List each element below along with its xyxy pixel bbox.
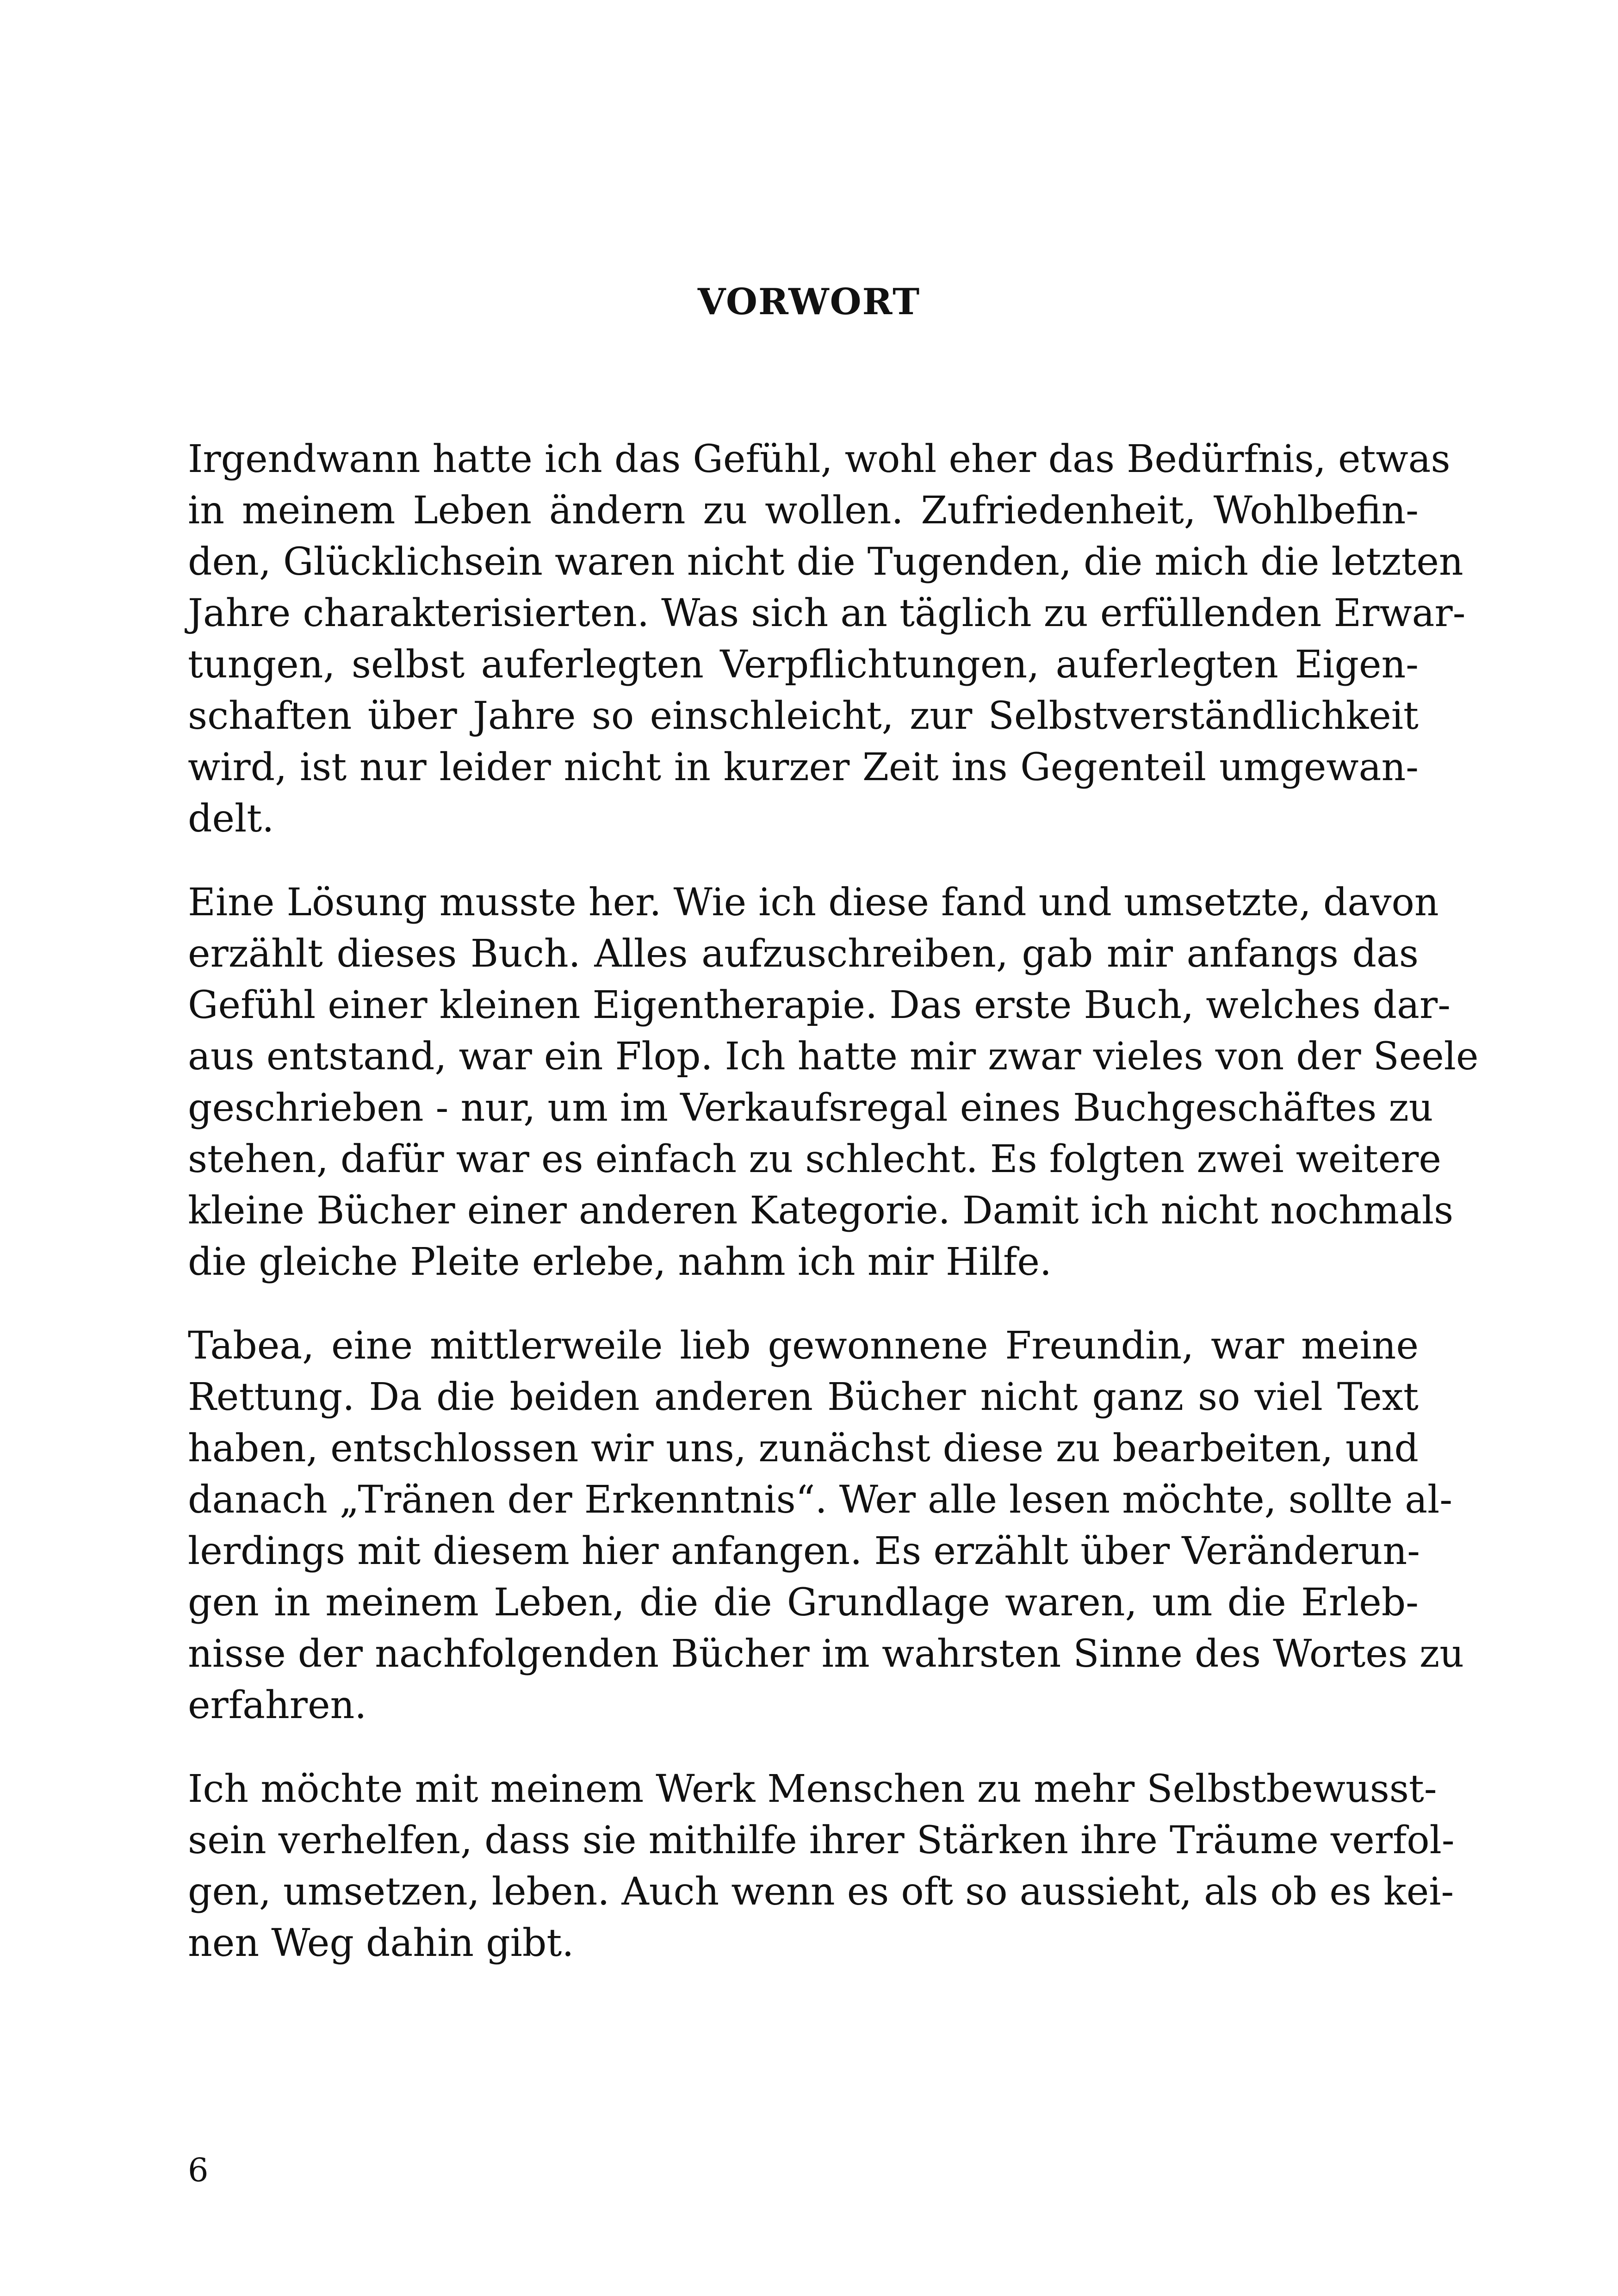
paragraph-3 [188,1320,1464,1731]
text-line: nen Weg dahin gibt. [188,1921,574,1965]
text-line: Jahre charakterisierten. Was sich an täglich zu erfüllenden Erwar- [188,591,1466,635]
text-line: wird, ist nur leider nicht in kurzer Zeit ins Gegenteil umgewan- [188,745,1419,789]
paragraph-4 [188,1763,1455,1969]
text-line: nisse der nachfolgenden Bücher im wahrsten Sinne des Wortes zu [188,1632,1464,1676]
text-line: stehen, dafür war es einfach zu schlecht. Es folgten zwei weitere [188,1137,1441,1181]
text-line: Gefühl einer kleinen Eigentherapie. Das erste Buch, welches dar- [188,983,1451,1027]
text-line: schaften über Jahre so einschleicht, zur Selbstverständlichkeit [188,694,1419,738]
text-line: Irgendwann hatte ich das Gefühl, wohl eher das Bedürfnis, etwas [188,437,1451,481]
paragraph-2 [188,877,1479,1288]
chapter-title: VORWORT [697,281,921,323]
text-line: erzählt dieses Buch. Alles aufzuschreiben, gab mir anfangs das [188,932,1419,976]
text-line: gen, umsetzen, leben. Auch wenn es oft so aussieht, als ob es kei- [188,1870,1454,1914]
text-line: Tabea, eine mittlerweile lieb gewonnene Freundin, war meine [188,1324,1419,1368]
text-line: aus entstand, war ein Flop. Ich hatte mir zwar vieles von der Seele [188,1035,1479,1079]
text-line: Eine Lösung musste her. Wie ich diese fand und umsetzte, davon [188,881,1439,925]
text-line: die gleiche Pleite erlebe, nahm ich mir Hilfe. [188,1240,1052,1284]
text-line: in meinem Leben ändern zu wollen. Zufriedenheit, Wohlbefin- [188,489,1419,533]
page-number: 6 [188,2151,209,2189]
text-line: geschrieben - nur, um im Verkaufsregal eines Buchgeschäftes zu [188,1086,1433,1130]
text-line: erfahren. [188,1683,367,1727]
text-line: den, Glücklichsein waren nicht die Tugenden, die mich die letzten [188,540,1463,584]
text-line: gen in meinem Leben, die die Grundlage waren, um die Erleb- [188,1581,1419,1625]
text-line: delt. [188,797,274,841]
text-line: Rettung. Da die beiden anderen Bücher nicht ganz so viel Text [188,1375,1419,1419]
text-line: danach „Tränen der Erkenntnis“. Wer alle lesen möchte, sollte al- [188,1478,1453,1522]
text-line: lerdings mit diesem hier anfangen. Es erzählt über Veränderun- [188,1529,1420,1573]
text-line: tungen, selbst auferlegten Verpflichtungen, auferlegten Eigen- [188,643,1419,687]
paragraph-1 [188,434,1466,844]
text-line: sein verhelfen, dass sie mithilfe ihrer Stärken ihre Träume verfol- [188,1818,1455,1862]
text-line: kleine Bücher einer anderen Kategorie. Damit ich nicht nochmals [188,1189,1454,1233]
text-line: Ich möchte mit meinem Werk Menschen zu mehr Selbstbewusst- [188,1767,1437,1811]
text-line: haben, entschlossen wir uns, zunächst diese zu bearbeiten, und [188,1427,1419,1471]
